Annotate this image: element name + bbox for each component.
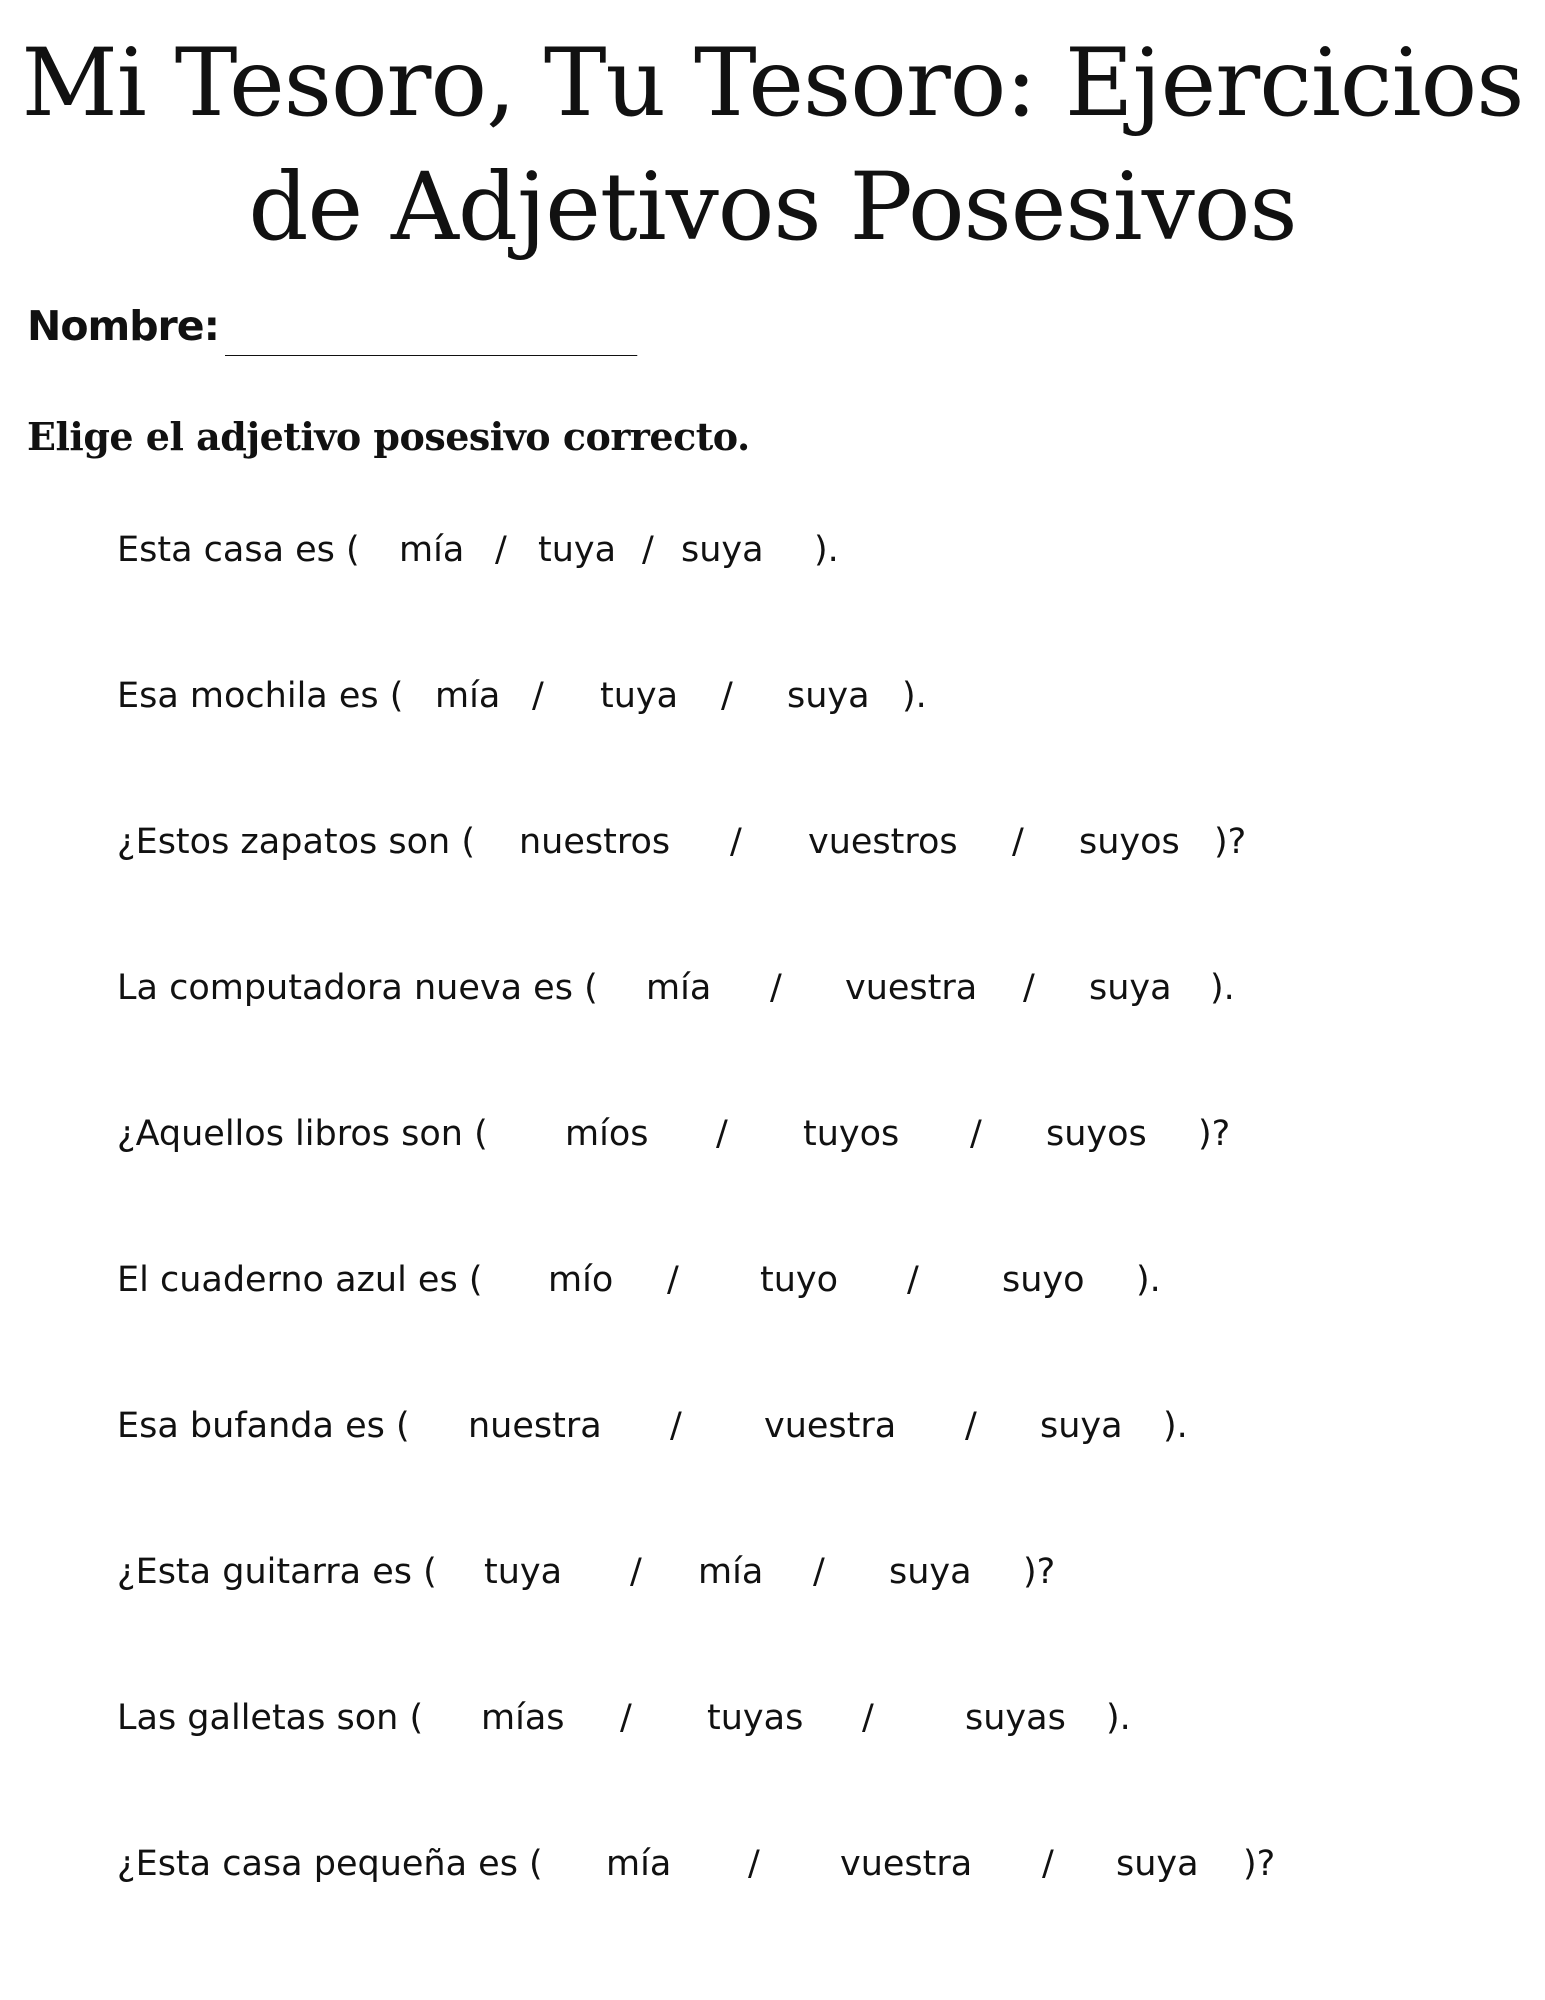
option[interactable]: suyas (965, 1698, 1066, 1738)
separator: / (532, 676, 544, 716)
closing-punctuation: )? (1214, 822, 1247, 862)
separator: / (965, 1406, 977, 1446)
option[interactable]: mía (399, 530, 465, 570)
exercise-prompt: Las galletas son ( (117, 1698, 424, 1738)
separator: / (620, 1698, 632, 1738)
exercise-prompt: El cuaderno azul es ( (117, 1260, 483, 1300)
exercise-prompt: ¿Aquellos libros son ( (117, 1114, 488, 1154)
separator: / (730, 822, 742, 862)
separator: / (1012, 822, 1024, 862)
separator: / (770, 968, 782, 1008)
separator: / (1023, 968, 1035, 1008)
separator: / (862, 1698, 874, 1738)
exercise-prompt: ¿Esta guitarra es ( (117, 1552, 437, 1592)
option[interactable]: míos (565, 1114, 649, 1154)
separator: / (721, 676, 733, 716)
option[interactable]: suya (889, 1552, 972, 1592)
option[interactable]: tuya (600, 676, 679, 716)
option[interactable]: mía (698, 1552, 764, 1592)
option[interactable]: tuya (538, 530, 617, 570)
option[interactable]: tuyas (707, 1698, 804, 1738)
exercise-prompt: ¿Esta casa pequeña es ( (117, 1844, 543, 1884)
separator: / (1042, 1844, 1054, 1884)
option[interactable]: tuya (484, 1552, 563, 1592)
option[interactable]: vuestra (840, 1844, 973, 1884)
exercise-prompt: Esa mochila es ( (117, 676, 404, 716)
exercise-prompt: ¿Estos zapatos son ( (117, 822, 476, 862)
option[interactable]: mía (606, 1844, 672, 1884)
option[interactable]: tuyo (760, 1260, 839, 1300)
exercise-prompt: La computadora nueva es ( (117, 968, 598, 1008)
option[interactable]: suya (1116, 1844, 1199, 1884)
closing-punctuation: ). (902, 676, 927, 716)
instruction-text: Elige el adjetivo posesivo correcto. (27, 414, 750, 459)
option[interactable]: mía (646, 968, 712, 1008)
separator: / (670, 1406, 682, 1446)
closing-punctuation: )? (1023, 1552, 1056, 1592)
closing-punctuation: )? (1198, 1114, 1231, 1154)
separator: / (970, 1114, 982, 1154)
closing-punctuation: ). (1163, 1406, 1188, 1446)
option[interactable]: tuyos (803, 1114, 900, 1154)
option[interactable]: vuestra (845, 968, 978, 1008)
separator: / (813, 1552, 825, 1592)
option[interactable]: suyos (1046, 1114, 1147, 1154)
option[interactable]: suya (681, 530, 764, 570)
closing-punctuation: ). (814, 530, 839, 570)
name-label: Nombre: (27, 302, 219, 350)
exercise-prompt: Esta casa es ( (117, 530, 360, 570)
option[interactable]: suyo (1002, 1260, 1085, 1300)
option[interactable]: mías (481, 1698, 565, 1738)
option[interactable]: vuestros (808, 822, 958, 862)
option[interactable]: vuestra (764, 1406, 897, 1446)
worksheet-title: Mi Tesoro, Tu Tesoro: Ejercicios de Adjetivos Posesivos (21, 29, 1524, 262)
option[interactable]: suyos (1079, 822, 1180, 862)
separator: / (642, 530, 654, 570)
option[interactable]: suya (1089, 968, 1172, 1008)
exercise-prompt: Esa bufanda es ( (117, 1406, 410, 1446)
name-row (27, 302, 637, 357)
closing-punctuation: ). (1106, 1698, 1131, 1738)
option[interactable]: nuestros (519, 822, 671, 862)
separator: / (907, 1260, 919, 1300)
separator: / (748, 1844, 760, 1884)
closing-punctuation: ). (1210, 968, 1235, 1008)
closing-punctuation: )? (1243, 1844, 1276, 1884)
name-blank-line[interactable]: ___________________________ (224, 327, 637, 357)
separator: / (716, 1114, 728, 1154)
closing-punctuation: ). (1136, 1260, 1161, 1300)
option[interactable]: mía (435, 676, 501, 716)
option[interactable]: nuestra (468, 1406, 602, 1446)
option[interactable]: mío (548, 1260, 614, 1300)
separator: / (667, 1260, 679, 1300)
separator: / (630, 1552, 642, 1592)
option[interactable]: suya (1040, 1406, 1123, 1446)
separator: / (495, 530, 507, 570)
option[interactable]: suya (787, 676, 870, 716)
